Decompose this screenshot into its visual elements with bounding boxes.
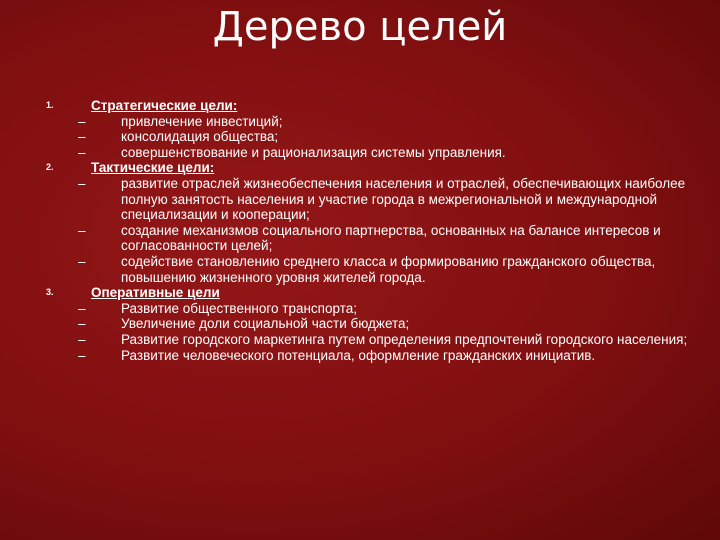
dash-bullet: – [78, 113, 86, 129]
list-item-text: Развитие городского маркетинга путем определения предпочтений городского населения; [121, 331, 688, 347]
list-item-text: привлечение инвестиций; [121, 113, 283, 129]
list-item [0, 254, 720, 285]
dash-bullet: – [78, 300, 86, 316]
section-tactical-goals [0, 160, 720, 285]
list-item [0, 129, 720, 145]
section-number: 3. [46, 287, 54, 298]
section-number: 1. [46, 100, 54, 110]
list-item [0, 348, 720, 364]
slide-title: Дерево целей [212, 4, 508, 50]
dash-bullet: – [78, 331, 86, 347]
list-item [0, 223, 720, 254]
goals-list [0, 98, 720, 363]
list-item [0, 301, 720, 317]
section-items [0, 301, 720, 363]
list-item [0, 316, 720, 332]
dash-bullet: – [78, 129, 86, 145]
list-item [0, 332, 720, 348]
section-strategic-goals [0, 98, 720, 160]
section-title: Тактические цели: [91, 160, 215, 176]
dash-bullet: – [78, 253, 86, 269]
section-number: 2. [46, 162, 54, 173]
list-item-text: Развитие общественного транспорта; [121, 300, 357, 316]
list-item-text: совершенствование и рационализация системы управления. [121, 144, 506, 160]
section-items [0, 176, 720, 285]
dash-bullet: – [78, 175, 86, 191]
list-item [0, 114, 720, 130]
list-item-text: Увеличение доли социальной части бюджета; [121, 316, 410, 332]
section-title: Оперативные цели [91, 285, 220, 301]
list-item [0, 145, 720, 161]
list-item-text: развитие отраслей жизнеобеспечения населения и отраслей, обеспечивающих наиболее полную занятость населения и участие города в межрегиональной и международной специализации и кооперации; [121, 175, 686, 223]
list-item-text: Развитие человеческого потенциала, оформление гражданских инициатив. [121, 347, 596, 363]
list-item-text: содействие становлению среднего класса и формированию гражданского общества, повышению жизненного уровня жителей города. [121, 253, 656, 285]
dash-bullet: – [78, 144, 86, 160]
list-item [0, 176, 720, 223]
section-operational-goals [0, 285, 720, 363]
section-title: Стратегические цели: [91, 98, 238, 113]
list-item-text: консолидация общества; [121, 129, 279, 145]
dash-bullet: – [78, 222, 86, 238]
dash-bullet: – [78, 316, 86, 332]
dash-bullet: – [78, 347, 86, 363]
section-items [0, 114, 720, 161]
list-item-text: создание механизмов социального партнерства, основанных на балансе интересов и согласованности целей; [121, 222, 661, 254]
